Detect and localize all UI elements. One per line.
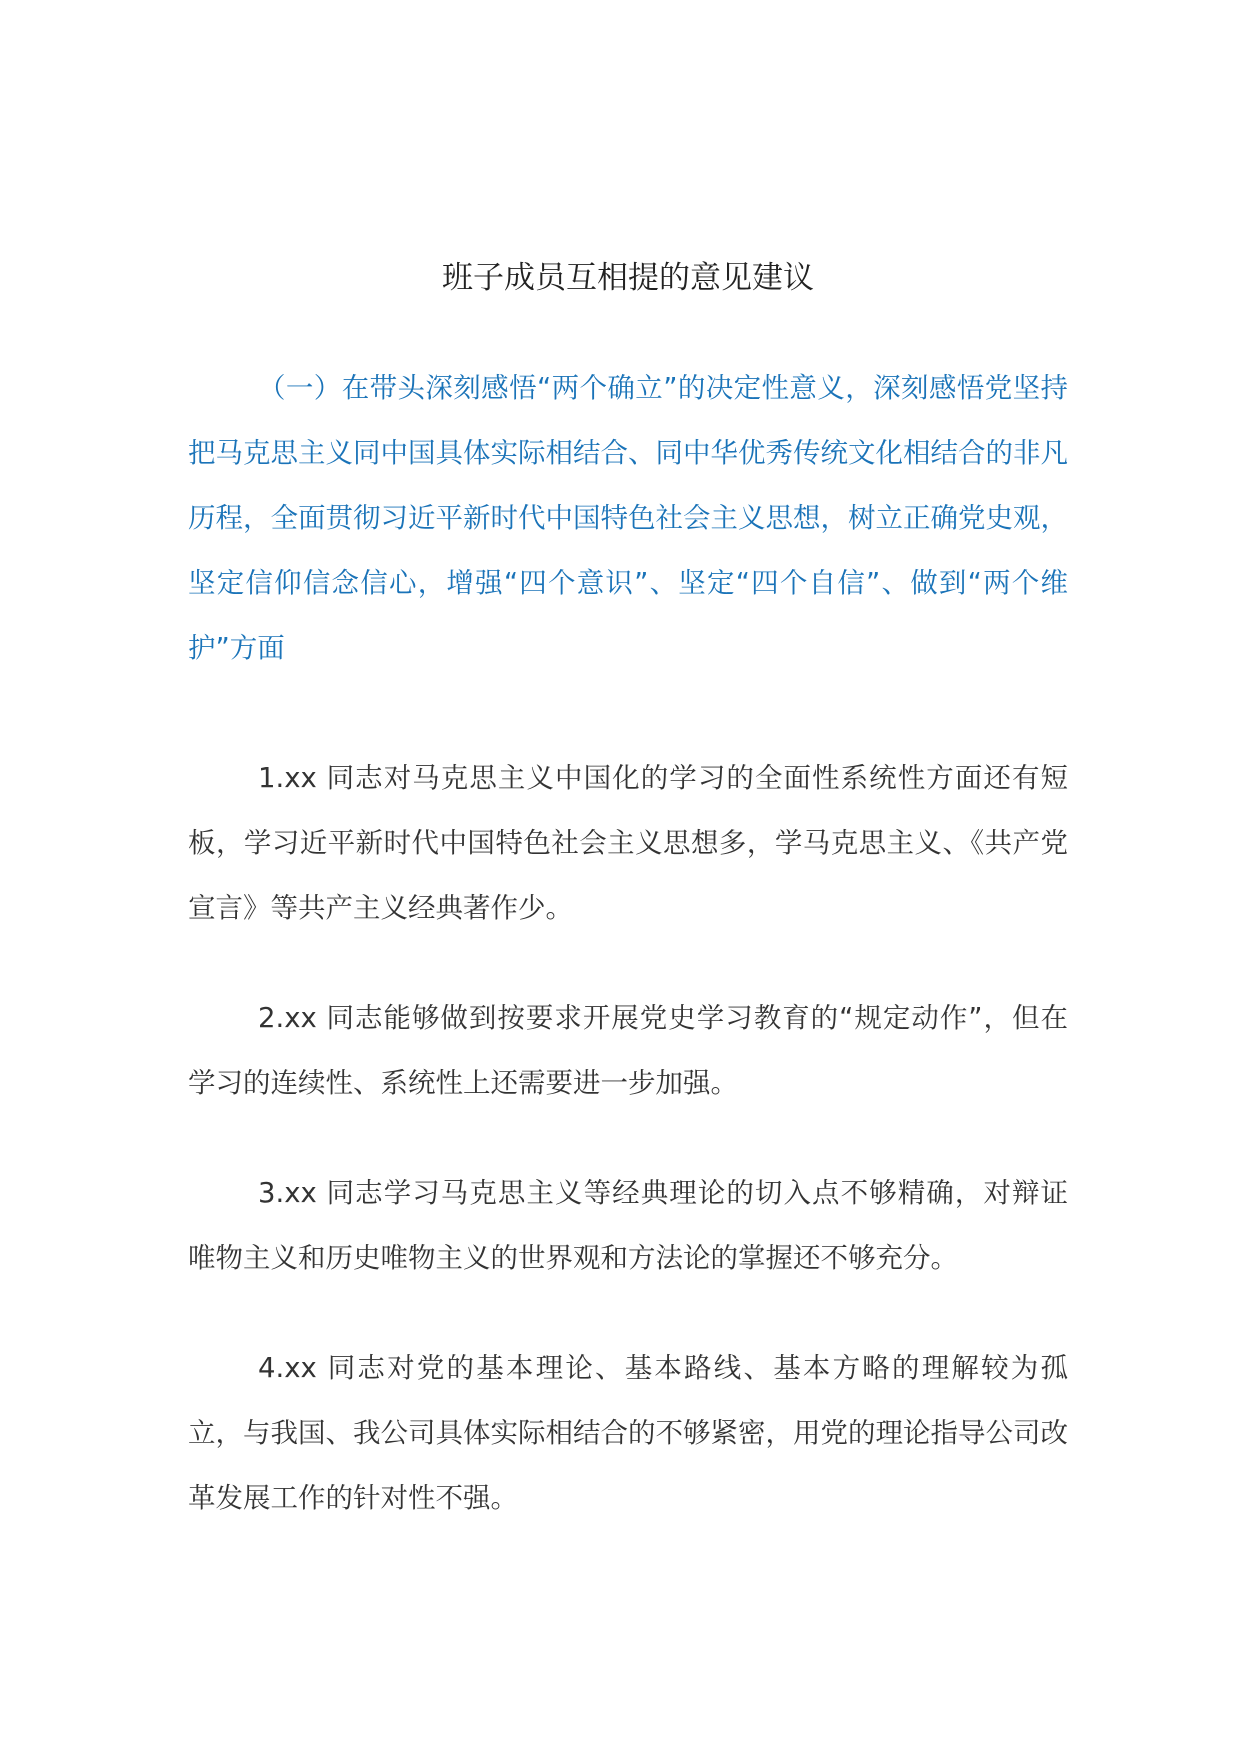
- list-item: 2.xx 同志能够做到按要求开展党史学习教育的“规定动作”，但在学习的连续性、系统性上还需要进一步加强。: [188, 1002, 1068, 1099]
- list-item: 3.xx 同志学习马克思主义等经典理论的切入点不够精确，对辩证唯物主义和历史唯物主义的世界观和方法论的掌握还不够充分。: [188, 1177, 1068, 1274]
- document-page: [188, 248, 1068, 1576]
- section-heading: （一）在带头深刻感悟“两个确立”的决定性意义，深刻感悟党坚持把马克思主义同中国具体实际相结合、同中华优秀传统文化相结合的非凡历程，全面贯彻习近平新时代中国特色社会主义思想，树立正确党史观，坚定信仰信念信心，增强“四个意识”、坚定“四个自信”、做到“两个维护”方面: [188, 372, 1068, 664]
- document-title: 班子成员互相提的意见建议: [442, 260, 814, 296]
- list-item: 4.xx 同志对党的基本理论、基本路线、基本方略的理解较为孤立，与我国、我公司具体实际相结合的不够紧密，用党的理论指导公司改革发展工作的针对性不强。: [188, 1352, 1068, 1514]
- list-item: 1.xx 同志对马克思主义中国化的学习的全面性系统性方面还有短板，学习近平新时代中国特色社会主义思想多，学马克思主义、《共产党宣言》等共产主义经典著作少。: [188, 762, 1068, 924]
